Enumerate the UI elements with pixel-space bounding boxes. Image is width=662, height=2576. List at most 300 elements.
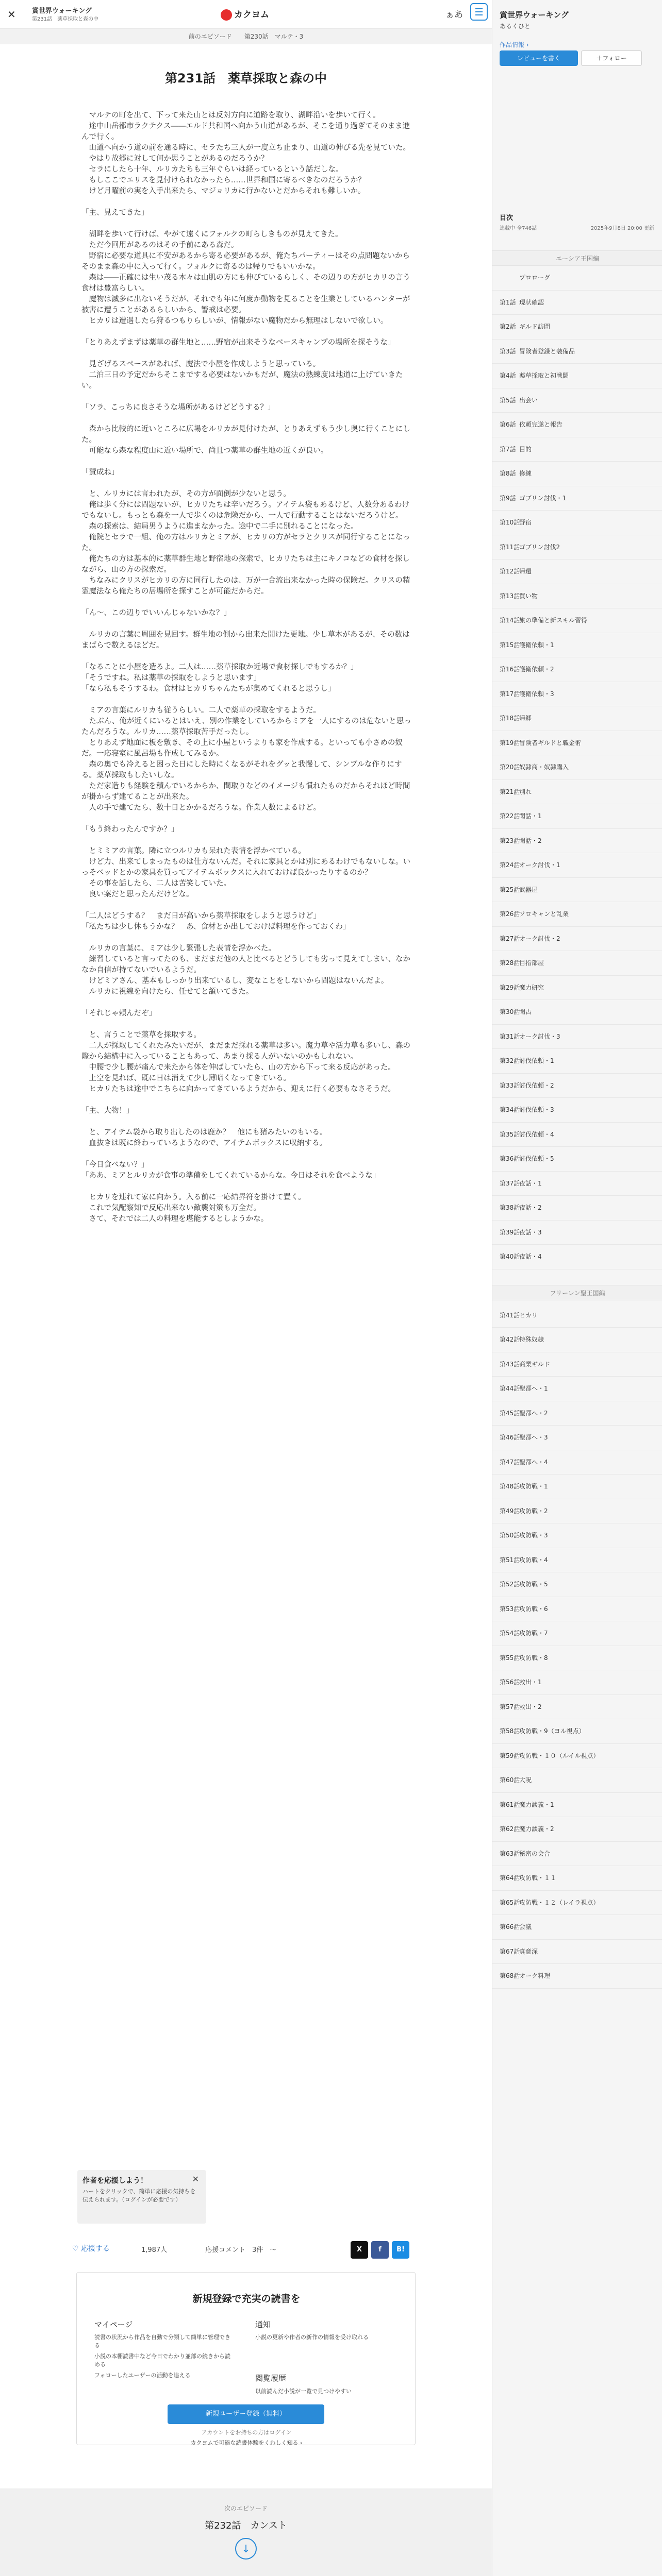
- narration-line: その事を話したら、二人は苦笑していた。: [81, 879, 231, 888]
- toc-episode-item[interactable]: [492, 1475, 662, 1499]
- next-episode[interactable]: [0, 2488, 492, 2576]
- toc-episode-item[interactable]: [492, 340, 662, 364]
- episode-label: 帰郷: [519, 715, 532, 722]
- episode-number: 第32話: [500, 1057, 520, 1064]
- toc-episode-item[interactable]: [492, 1719, 662, 1744]
- episode-label: 現状確認: [519, 298, 544, 306]
- work-info-link[interactable]: 作品情報 ›: [500, 41, 529, 48]
- login-link[interactable]: アカウントをお持ちの方はログイン: [201, 2429, 292, 2436]
- episode-number: 第34話: [500, 1106, 520, 1113]
- narration-line: ヒカリは遭遇したら狩るつもりらしいが、情報がない魔物だから無理はしないで欲しい。: [81, 317, 388, 325]
- close-icon[interactable]: ✕: [7, 8, 16, 21]
- episode-number: 第60話: [500, 1776, 520, 1784]
- toc-episode-item[interactable]: [492, 1817, 662, 1842]
- narration-line: 可能なら森な程度山に近い場所で、尚且つ薬草の群生地の近くが良い。: [81, 447, 328, 455]
- episode-number: 第44話: [500, 1385, 520, 1392]
- toc-episode-item[interactable]: [492, 1426, 662, 1450]
- narration-line: 血抜きは既に終わっているようなので、アイテムボックスに収納する。: [81, 1139, 327, 1147]
- narration-line: 二泊三日の予定だからそこまでする必要はないかもだが、魔法の熟練度は地道に上げていきたい。: [81, 371, 403, 390]
- narration-line: ただ家造りも経験を積んでいるからか、間取りなどのイメージも慣れたものだからそれほど時間が掛からず建てることが出来た。: [81, 782, 410, 801]
- narration-line: と、アイテム袋から取り出したのは鹿か？ 他にも猪みたいのもいる。: [81, 1128, 327, 1137]
- episode-number: 第68話: [500, 1972, 520, 1979]
- episode-label: 夜話・1: [519, 1179, 542, 1187]
- support-bar: [72, 2239, 418, 2260]
- episode-label: 野宿: [519, 519, 532, 526]
- episode-number: 第17話: [500, 690, 520, 698]
- learn-more-link[interactable]: カクヨムで可能な読書体験をくわしく知る ›: [190, 2439, 303, 2446]
- episode-number: 第18話: [500, 715, 520, 722]
- toc-episode-item[interactable]: [492, 486, 662, 511]
- toc-episode-item[interactable]: [492, 1621, 662, 1646]
- toc-episode-item[interactable]: [492, 1523, 662, 1548]
- episode-label: 救出・1: [519, 1679, 542, 1686]
- episode-number: 第67話: [500, 1947, 520, 1955]
- toc-episode-item[interactable]: [492, 706, 662, 731]
- episode-label: 攻防戦・１１: [519, 1874, 557, 1882]
- toc-episode-item[interactable]: [492, 1352, 662, 1377]
- episode-label: 商業ギルド: [519, 1360, 550, 1368]
- share-facebook-icon[interactable]: f: [371, 2241, 389, 2259]
- episode-number: 第16話: [500, 666, 520, 673]
- episode-label: 武器屋: [519, 886, 538, 893]
- episode-number: 第13話: [500, 592, 520, 600]
- header-work-title[interactable]: 賞世界ウォーキング: [32, 7, 92, 15]
- dialogue-line: 「なることに小屋を造るよ。二人は……薬草採取か近場で食材探しでもするか？」: [81, 663, 358, 671]
- toc-episode-item[interactable]: [492, 584, 662, 609]
- episode-number: 第20話: [500, 764, 520, 771]
- arrow-down-icon[interactable]: ↓: [235, 2538, 257, 2560]
- toc-episode-item[interactable]: [492, 1964, 662, 1989]
- toc-episode-item[interactable]: [492, 560, 662, 584]
- dialogue-line: 「とりあえずまずは薬草の群生地と……野宿が出来そうなベースキャンプの場所を探そうな」: [81, 338, 395, 347]
- toc-episode-item[interactable]: [492, 755, 662, 780]
- episode-label: 攻防戦・6: [519, 1605, 548, 1613]
- toc-section-heading[interactable]: エーシア王国編: [492, 250, 662, 266]
- mypage-heading: マイページ: [94, 2320, 133, 2329]
- dialogue-line: 「主、見えてきた」: [81, 209, 149, 217]
- narration-line: と、ルリカには言われたが、その方が面倒が少ないと思う。: [81, 490, 291, 498]
- support-desc: ハートをクリックで、簡単に応援の気持ちを伝えられます。（ログインが必要です）: [82, 2188, 196, 2203]
- episode-label: 会議: [519, 1923, 532, 1930]
- episode-number: 第1話: [500, 298, 516, 306]
- narration-line: 俺院とセラで一組、俺の方はルリカとミアが、ヒカリの方がセラとクリスが同行することになった。: [81, 533, 410, 552]
- episode-number: 第5話: [500, 396, 516, 404]
- narration-line: 俺は歩く分には問題ないが、ヒカリたちは辛いだろう。アイテム袋もあるけど、人数分あるわけでもないし。もっとも森を一人で歩くのは危険だから、一人で行動することはないだろうけど。: [81, 501, 409, 520]
- narration-line: ルリカの言葉に周囲を見回す。群生地の側から出来た開けた更地。少し草木があるが、その数はまばらで数えるほどだ。: [81, 631, 410, 650]
- episode-label: 閑古: [519, 1008, 532, 1015]
- episode-number: 第36話: [500, 1155, 520, 1162]
- episode-number: 第6話: [500, 421, 516, 428]
- sidebar-author[interactable]: あるくひと: [500, 23, 531, 30]
- narration-line: 俺たちの方は基本的に薬草群生地と野宿地の探索で、ヒカリたちは主にキノコなどの食材を探しながら、山の方の探索だ。: [81, 555, 410, 574]
- toc-episode-item[interactable]: [492, 1328, 662, 1352]
- episode-label: ソロキャンと乱業: [519, 910, 569, 918]
- toc-episode-item[interactable]: [492, 829, 662, 854]
- toc-episode-item[interactable]: [492, 1303, 662, 1328]
- episode-number: 第63話: [500, 1850, 520, 1857]
- episode-label: 特殊奴隷: [519, 1336, 544, 1343]
- episode-number: 第55話: [500, 1654, 520, 1662]
- toc-episode-item[interactable]: [492, 1377, 662, 1401]
- review-button[interactable]: レビューを書く: [500, 50, 578, 66]
- toc-heading: 目次: [500, 214, 514, 222]
- episode-number: 第22話: [500, 812, 520, 820]
- episode-number: 第64話: [500, 1874, 520, 1882]
- episode-number: 第30話: [500, 1008, 520, 1015]
- episode-label: 討伐依頼・2: [519, 1081, 554, 1089]
- toc-episode-item[interactable]: [492, 1915, 662, 1940]
- episode-label: 目指部屋: [519, 959, 544, 967]
- episode-number: 第14話: [500, 617, 520, 624]
- episode-label: 聖都へ・3: [519, 1434, 548, 1441]
- episode-label: 魔力談義・2: [519, 1825, 554, 1833]
- episode-label: オーク討伐・2: [519, 935, 560, 942]
- episode-label: 買い物: [519, 592, 538, 600]
- episode-number: 第9話: [500, 494, 516, 502]
- narration-line: ミアの言葉にルリカも従うらしい。二人で薬草の採取をするようだ。: [81, 706, 321, 715]
- toc-episode-item[interactable]: [492, 413, 662, 437]
- support-close-icon[interactable]: ✕: [192, 2174, 199, 2184]
- narration-line: 人の手で建てたら、数十日とかかるだろうな。作業人数によるけど。: [81, 804, 321, 812]
- dialogue-line: 「それじゃ頼んだぞ」: [81, 1009, 156, 1018]
- episode-label: 別れ: [519, 788, 532, 795]
- narration-line: 中腰で少し腰が痛んで来たから体を伸ばしていたら、山の方から下って来る反応があった。: [81, 1063, 395, 1072]
- episode-number: 第29話: [500, 984, 520, 991]
- narration-line: 森から比較的に近いところに広場をルリカが見付けたが、とりあえずもう少し奥に行くことにした。: [81, 425, 410, 444]
- narration-line: やはり故郷に対して何か思うことがあるのだろうか？: [81, 155, 269, 163]
- toc-episode-item[interactable]: [492, 1025, 662, 1049]
- episode-label: ヒカリ: [519, 1311, 538, 1319]
- like-button[interactable]: ♡ 応援する: [72, 2245, 110, 2253]
- share-hatena-icon[interactable]: B!: [392, 2241, 409, 2259]
- toc-episode-item[interactable]: [492, 1098, 662, 1123]
- toc-episode-item[interactable]: [492, 266, 662, 291]
- episode-number: 第26話: [500, 910, 520, 918]
- toc-episode-item[interactable]: [492, 1450, 662, 1475]
- next-episode-title[interactable]: 第232話 カンスト: [205, 2520, 287, 2531]
- episode-label: 魔力研究: [519, 984, 544, 991]
- episode-number: 第8話: [500, 470, 516, 477]
- episode-label: 閑話・2: [519, 837, 542, 844]
- dialogue-line: 「二人はどうする？ まだ日が高いから薬草採取をしようと思うけど」: [81, 912, 321, 920]
- toc-episode-item[interactable]: [492, 1866, 662, 1891]
- dialogue-line: 「ん～、この辺りでいいんじゃないかな？」: [81, 609, 231, 617]
- toc-episode-item[interactable]: [492, 878, 662, 903]
- episode-label: 秘密の会合: [519, 1850, 551, 1857]
- font-size-button[interactable]: ぁあ: [445, 10, 463, 20]
- sidebar: [492, 0, 662, 2576]
- toc-episode-item[interactable]: [492, 1597, 662, 1622]
- episode-label: 攻防戦・1: [519, 1483, 548, 1490]
- site-logo[interactable]: カクヨム: [221, 7, 269, 21]
- episode-label: オーク討伐・1: [519, 861, 560, 869]
- dialogue-line: 「ソラ、こっちに良さそうな場所があるけどどうする？」: [81, 403, 275, 412]
- episode-number: 第65話: [500, 1899, 520, 1906]
- toc-episode-item[interactable]: [492, 1940, 662, 1964]
- episode-title: 第231話 薬草採取と森の中: [164, 71, 327, 86]
- dialogue-line: 「ああ、ミアとルリカが食事の準備をしてくれているからな。今日はそれを食べような」: [81, 1172, 380, 1180]
- episode-label: 真意深: [519, 1947, 538, 1955]
- toc-episode-item[interactable]: [492, 1548, 662, 1573]
- narration-line: 途中山岳都市ラクテクス――エルド共和国へ向かう山道があるが、そこを通り過ぎてそのまま進んで行く。: [81, 122, 410, 141]
- episode-number: 第19話: [500, 739, 520, 747]
- mypage-item: 読書の状況から作品を自動で分類して簡単に管理できる: [94, 2334, 230, 2349]
- toc-episode-item[interactable]: [492, 951, 662, 976]
- support-box: [77, 2170, 206, 2224]
- narration-line: とりあえず地面に板を敷き、その上に小屋というよりも家を作成する。といっても小さめの奴だ。一応寝室に風呂場も作成してみるか。: [81, 739, 403, 758]
- narration-line: 湖畔を歩いて行けば、やがて遠くにフォルクの町らしきものが見えてきた。: [81, 230, 343, 239]
- toc-meta: 連載中 全746話 2025年9月8日 20:00 更新: [500, 224, 654, 231]
- episode-number: 第10話: [500, 519, 520, 526]
- episode-label: 攻防戦・3: [519, 1532, 548, 1539]
- toc-episode-item[interactable]: [492, 1744, 662, 1769]
- narration-line: と、言うことで薬草を採取する。: [81, 1031, 201, 1039]
- episode-number: 第35話: [500, 1130, 520, 1138]
- episode-number: 第45話: [500, 1409, 520, 1417]
- toc-episode-item[interactable]: [492, 511, 662, 535]
- episode-number: 第23話: [500, 837, 520, 844]
- toc-episode-item[interactable]: [492, 1695, 662, 1720]
- episode-number: 第54話: [500, 1630, 520, 1637]
- episode-label: 魔力談義・1: [519, 1801, 554, 1808]
- narration-line: ちなみにクリスがヒカリの方に同行したのは、万が一合流出来なかった時の保険だ。クリスの精霊魔法なら俺たちの居場所を探すことが可能だからだ。: [81, 577, 410, 596]
- narration-line: ヒカリたちは途中でこちらに向かってきているようだから、迎えに行く必要もなさそうだ。: [81, 1085, 395, 1093]
- dialogue-line: 「私たちは少し休もうかな？ あ、食材とか出しておけば料理を作っておくわ」: [81, 923, 351, 931]
- toc-episode-item[interactable]: [492, 364, 662, 388]
- episode-number: 第59話: [500, 1752, 520, 1759]
- episode-number: 第21話: [500, 788, 520, 795]
- toc-episode-item[interactable]: [492, 1147, 662, 1172]
- narration-line: ルリカの言葉に、ミアは少し緊張した表情を浮かべた。: [81, 944, 276, 953]
- narration-line: セラにしたら十年、ルリカたちも三年ぐらいは経っているという話だしな。: [81, 165, 343, 174]
- toc-episode-item[interactable]: [492, 1401, 662, 1426]
- episode-number: 第50話: [500, 1532, 520, 1539]
- toc-episode-item[interactable]: [492, 804, 662, 829]
- episode-number: 第56話: [500, 1679, 520, 1686]
- episode-label: 攻防戦・4: [519, 1556, 548, 1564]
- toc-episode-item[interactable]: [492, 1572, 662, 1597]
- toc-episode-item[interactable]: [492, 927, 662, 952]
- narration-line: 野宿に必要な道具に不安があるから寄る必要があるが、俺たちパーティーはその点問題ないからそのまま森の中に入って行く。フォルクに寄るのは帰りでもいいかな。: [81, 252, 410, 271]
- episode-number: 第47話: [500, 1458, 520, 1466]
- toc-episode-item[interactable]: [492, 1074, 662, 1098]
- toc-episode-item[interactable]: [492, 657, 662, 682]
- dialogue-line: 「賛成ね」: [81, 468, 119, 477]
- episode-number: 第49話: [500, 1507, 520, 1515]
- episode-label: 討伐依頼・3: [519, 1106, 554, 1113]
- episode-number: 第52話: [500, 1581, 520, 1588]
- toc-episode-item[interactable]: [492, 1123, 662, 1147]
- episode-number: 第24話: [500, 861, 520, 869]
- toc-section-heading[interactable]: フリーレン聖王国編: [492, 1285, 662, 1300]
- register-box: [76, 2272, 416, 2445]
- narration-line: 二人が採取してくれたみたいだが、まだまだ採れる薬草は多い。魔力草や活力草も多いし、森の際から結構中に入っていることもあって、あまり採る人がいないのかもしれない。: [81, 1042, 410, 1061]
- episode-label: 聖都へ・2: [519, 1409, 548, 1417]
- episode-number: 第46話: [500, 1434, 520, 1441]
- comment-button[interactable]: 応援コメント 3件 〜: [205, 2246, 277, 2254]
- toc-episode-item[interactable]: [492, 1499, 662, 1524]
- toc-episode-item[interactable]: [492, 437, 662, 462]
- narration-line: ルリカに視線を向けたら、任せてと頷いてきた。: [81, 988, 254, 996]
- toc-episode-item[interactable]: [492, 780, 662, 805]
- episode-label: 攻防戦・5: [519, 1581, 548, 1588]
- narration-line: 練習していると言ってたのも、まだまだ他の人と比べるとどうしても劣って見えてしまい、なかなか自信が持てないでいるようだ。: [81, 955, 410, 974]
- narration-line: 見ざげるスペースがあれば、魔法で小屋を作成しようと思っている。: [81, 360, 321, 368]
- episode-label: オーク討伐・3: [519, 1032, 560, 1040]
- episode-label: 旅の準備と新スキル習得: [519, 617, 587, 624]
- support-title: 作者を応援しよう！: [82, 2177, 147, 2185]
- episode-label: 攻防戦・１０（ルイル視点）: [519, 1752, 600, 1759]
- toc-episode-item[interactable]: [492, 1245, 662, 1269]
- narration-line: たぶん、俺が近くにいるとはいえ、別の作業をしているからミアを一人にするのは危ないと思ったんだろうな。ルリカ……薬草採取苦手だったし。: [81, 717, 411, 736]
- toc-episode-item[interactable]: [492, 633, 662, 658]
- episode-label: 大呪: [519, 1776, 532, 1784]
- episode-number: 第4話: [500, 372, 516, 379]
- episode-label: 討伐依頼・4: [519, 1130, 554, 1138]
- narration-line: 森の探索は、結局男うように進まなかった。途中で二手に別れることになった。: [81, 522, 358, 531]
- toc-episode-item[interactable]: [492, 315, 662, 340]
- episode-label: 夜話・2: [519, 1204, 542, 1211]
- episode-number: 第42話: [500, 1336, 520, 1343]
- narration-line: ただ今回用があるのはその手前にある森だ。: [81, 241, 239, 249]
- episode-label: ゴブリン討伐・1: [519, 494, 567, 502]
- mypage-item: フォローしたユーザーの活動を追える: [94, 2372, 191, 2379]
- dialogue-line: 「主、大物！」: [81, 1107, 134, 1115]
- header-episode-title: 第231話 薬草採取と森の中: [32, 16, 99, 22]
- logo-mark-icon: [221, 9, 232, 21]
- episode-label: 夜話・4: [519, 1253, 542, 1260]
- episode-number: 第33話: [500, 1081, 520, 1089]
- episode-label: 攻防戦・9（ヨル視点）: [519, 1727, 585, 1735]
- register-button[interactable]: 新規ユーザー登録（無料）: [168, 2404, 324, 2424]
- episode-label: 攻防戦・8: [519, 1654, 548, 1662]
- episode-number: 第31話: [500, 1032, 520, 1040]
- episode-label: 救出・2: [519, 1703, 542, 1710]
- episode-label: 奴隷商・奴隷購入: [519, 764, 569, 771]
- episode-label: 目的: [519, 445, 532, 453]
- notify-heading: 通知: [255, 2320, 271, 2329]
- history-heading: 閲覧履歴: [255, 2374, 287, 2383]
- episode-number: 第41話: [500, 1311, 520, 1319]
- toc-episode-item[interactable]: [492, 1196, 662, 1221]
- toc-episode-item[interactable]: [492, 682, 662, 707]
- toc-episode-item[interactable]: [492, 1768, 662, 1793]
- episode-label: 護衛依頼・1: [519, 641, 554, 649]
- follow-button[interactable]: ＋フォロー: [581, 50, 642, 66]
- episode-number: 第37話: [500, 1179, 520, 1187]
- toc-episode-item[interactable]: [492, 388, 662, 413]
- toc-episode-item[interactable]: [492, 853, 662, 878]
- episode-number: 第61話: [500, 1801, 520, 1808]
- episode-label: 依頼完遂と報告: [519, 421, 563, 428]
- episode-label: オーク料理: [519, 1972, 551, 1979]
- episode-number: 第48話: [500, 1483, 520, 1490]
- toc-episode-item[interactable]: [492, 291, 662, 315]
- episode-label: 聖都へ・4: [519, 1458, 548, 1466]
- narration-line: これで気配察知で反応出来ない敵襲対策も万全だ。: [81, 1204, 261, 1212]
- narration-line: けど力、出来てしまったものは仕方ないんだ。それに家具とかは別にあるわけでもないしな。いっそベッドとかの家具を買ってアイテムボックスに入れておけば良かったりするのか？: [81, 858, 410, 877]
- toc-episode-item[interactable]: [492, 1172, 662, 1196]
- toc-episode-item[interactable]: [492, 1891, 662, 1916]
- episode-number: 第27話: [500, 935, 520, 942]
- toc-episode-item[interactable]: [492, 1670, 662, 1695]
- episode-number: 第28話: [500, 959, 520, 967]
- dialogue-line: 「そうですね。私は薬草の採取をしようと思います」: [81, 674, 261, 682]
- history-desc: 以前読んだ小説が一覧で見つけやすい: [255, 2388, 352, 2395]
- episode-label: プロローグ: [519, 274, 551, 281]
- like-count: 1,987人: [141, 2246, 168, 2254]
- episode-number: 第25話: [500, 886, 520, 893]
- narration-line: けど月曜前の実を入手出来たら、マジョリカに行かないとだからそれも難しいか。: [81, 187, 366, 195]
- episode-label: 討伐依頼・5: [519, 1155, 554, 1162]
- narration-line: とミミアの言葉。隣に立つルリカも呆れた表情を浮かべている。: [81, 847, 306, 855]
- episode-label: 冒険者登録と装備品: [519, 347, 575, 355]
- episode-label: 攻防戦・１２（レイラ視点）: [519, 1899, 600, 1906]
- narration-line: 上空を見れば、既に日は消えて少し薄暗くなってきている。: [81, 1074, 291, 1082]
- toc-episode-item[interactable]: [492, 902, 662, 927]
- narration-line: けどミアさん、基本もしっかり出来ているし、変なことをしないから問題はないんだよ。: [81, 977, 389, 985]
- episode-number: 第2話: [500, 323, 516, 330]
- toc-episode-item[interactable]: [492, 608, 662, 633]
- episode-label: 出会い: [519, 396, 538, 404]
- episode-label: 閑話・1: [519, 812, 542, 820]
- episode-number: 第53話: [500, 1605, 520, 1613]
- episode-label: 聖都へ・1: [519, 1385, 548, 1392]
- mypage-list: [94, 2333, 234, 2382]
- share-x-icon[interactable]: X: [351, 2241, 368, 2259]
- episode-label: 薬草採取と初戦闘: [519, 372, 569, 379]
- episode-number: 第58話: [500, 1727, 520, 1735]
- menu-icon: [475, 8, 483, 9]
- toc-episode-item[interactable]: [492, 1000, 662, 1025]
- sidebar-work-title[interactable]: 賞世界ウォーキング: [500, 10, 569, 20]
- dialogue-line: 「今日食べない？」: [81, 1161, 149, 1169]
- episode-number: 第43話: [500, 1360, 520, 1368]
- episode-label: 夜話・3: [519, 1228, 542, 1236]
- notify-desc: 小説の更新や作者の新作の情報を受け取れる: [255, 2334, 369, 2341]
- breadcrumb[interactable]: 前のエピソード 第230話 マルテ・3: [0, 29, 492, 44]
- narration-line: 良い案だと思ったんだけどな。: [81, 890, 194, 899]
- episode-label: ゴブリン討伐2: [519, 543, 560, 551]
- episode-label: 討伐依頼・1: [519, 1057, 554, 1064]
- toc-episode-item[interactable]: [492, 535, 662, 560]
- toc-episode-item[interactable]: [492, 976, 662, 1001]
- toc-episode-item[interactable]: [492, 1793, 662, 1818]
- narration-line: 魔物は滅多に出ないそうだが、それでも年に何度か動物を見ることを生業としているハンターが被害に遭うことがあるらしいから、警戒は必要。: [81, 295, 410, 314]
- toc-episode-item[interactable]: [492, 462, 662, 486]
- episode-number: 第12話: [500, 568, 520, 575]
- narration-line: もしここでエリスを見付けられなかったら……世界和国に寄るべきなのだろうか？: [81, 176, 366, 184]
- episode-number: 第51話: [500, 1556, 520, 1564]
- episode-number: 第3話: [500, 347, 516, 355]
- dialogue-line: 「もう終わったんですか？」: [81, 825, 179, 834]
- episode-number: 第15話: [500, 641, 520, 649]
- toc-episode-item[interactable]: [492, 1842, 662, 1867]
- toc-episode-item[interactable]: [492, 1646, 662, 1671]
- menu-button[interactable]: [470, 3, 488, 21]
- dialogue-line: 「なら私もそうするわ。食材はヒカリちゃんたちが集めてくれると思うし」: [81, 685, 336, 693]
- toc-episode-item[interactable]: [492, 731, 662, 756]
- narration-line: ヒカリを連れて家に向かう。入る前に一応結界符を掛けて置く。: [81, 1193, 306, 1201]
- episode-number: 第7話: [500, 445, 516, 453]
- episode-number: 第57話: [500, 1703, 520, 1710]
- mypage-item: 小説の本棚読書中など今日でわかり並部の続きから読める: [94, 2353, 230, 2368]
- toc-episode-item[interactable]: [492, 1221, 662, 1245]
- narration-line: さて、それでは二人の料理を堪能するとしようかな。: [81, 1215, 269, 1223]
- toc-episode-item[interactable]: [492, 1049, 662, 1074]
- episode-label: 修練: [519, 470, 532, 477]
- episode-number: 第39話: [500, 1228, 520, 1236]
